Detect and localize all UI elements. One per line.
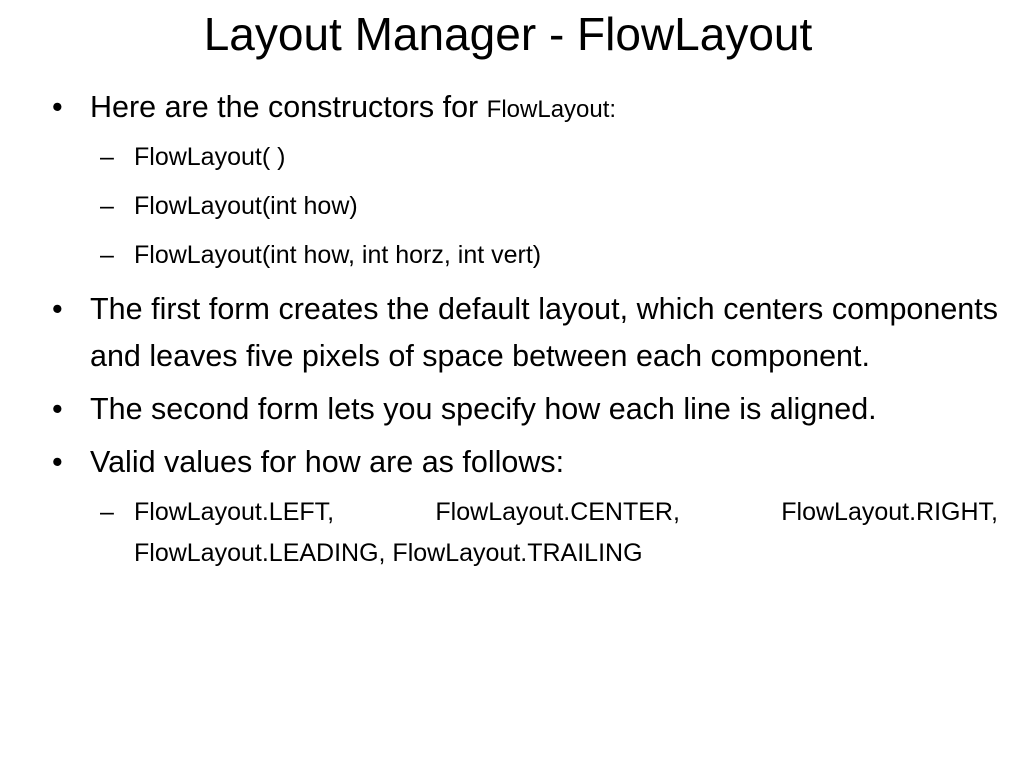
subitem-valid-values	[48, 492, 998, 574]
subitem-text: FlowLayout(int how, int horz, int vert)	[134, 241, 542, 269]
dash-icon: –	[100, 498, 114, 526]
bullet-text-small: FlowLayout:	[486, 96, 617, 123]
bullet-dot-icon: •	[52, 90, 63, 124]
subitem-constructor-3	[48, 231, 998, 280]
dash-icon: –	[100, 192, 114, 220]
bullet-second-form	[48, 386, 998, 433]
bullet-text: Valid values for how are as follows:	[90, 445, 565, 479]
slide-title: Layout Manager - FlowLayout	[203, 8, 813, 60]
bullet-dot-icon: •	[52, 292, 63, 326]
bullet-text: Here are the constructors for	[90, 90, 487, 124]
bullet-valid-values	[48, 439, 998, 486]
subitem-constructor-1	[48, 133, 998, 182]
subitem-text: FlowLayout( )	[134, 143, 286, 171]
bullet-text: The first form creates the default layout, which centers components and leaves five pixels of space between each component.	[90, 292, 998, 373]
bullet-dot-icon: •	[52, 392, 63, 426]
subitem-constructor-2	[48, 182, 998, 231]
subitem-text: FlowLayout.LEFT, FlowLayout.CENTER, FlowLayout.RIGHT, FlowLayout.LEADING, FlowLayout.TRAILING	[134, 498, 998, 567]
bullet-first-form	[48, 286, 998, 380]
slide-body	[48, 84, 998, 574]
dash-icon: –	[100, 241, 114, 269]
bullet-constructors	[48, 84, 998, 133]
bullet-dot-icon: •	[52, 445, 63, 479]
subitem-text: FlowLayout(int how)	[134, 192, 358, 220]
bullet-text: The second form lets you specify how each line is aligned.	[90, 392, 877, 426]
dash-icon: –	[100, 143, 114, 171]
